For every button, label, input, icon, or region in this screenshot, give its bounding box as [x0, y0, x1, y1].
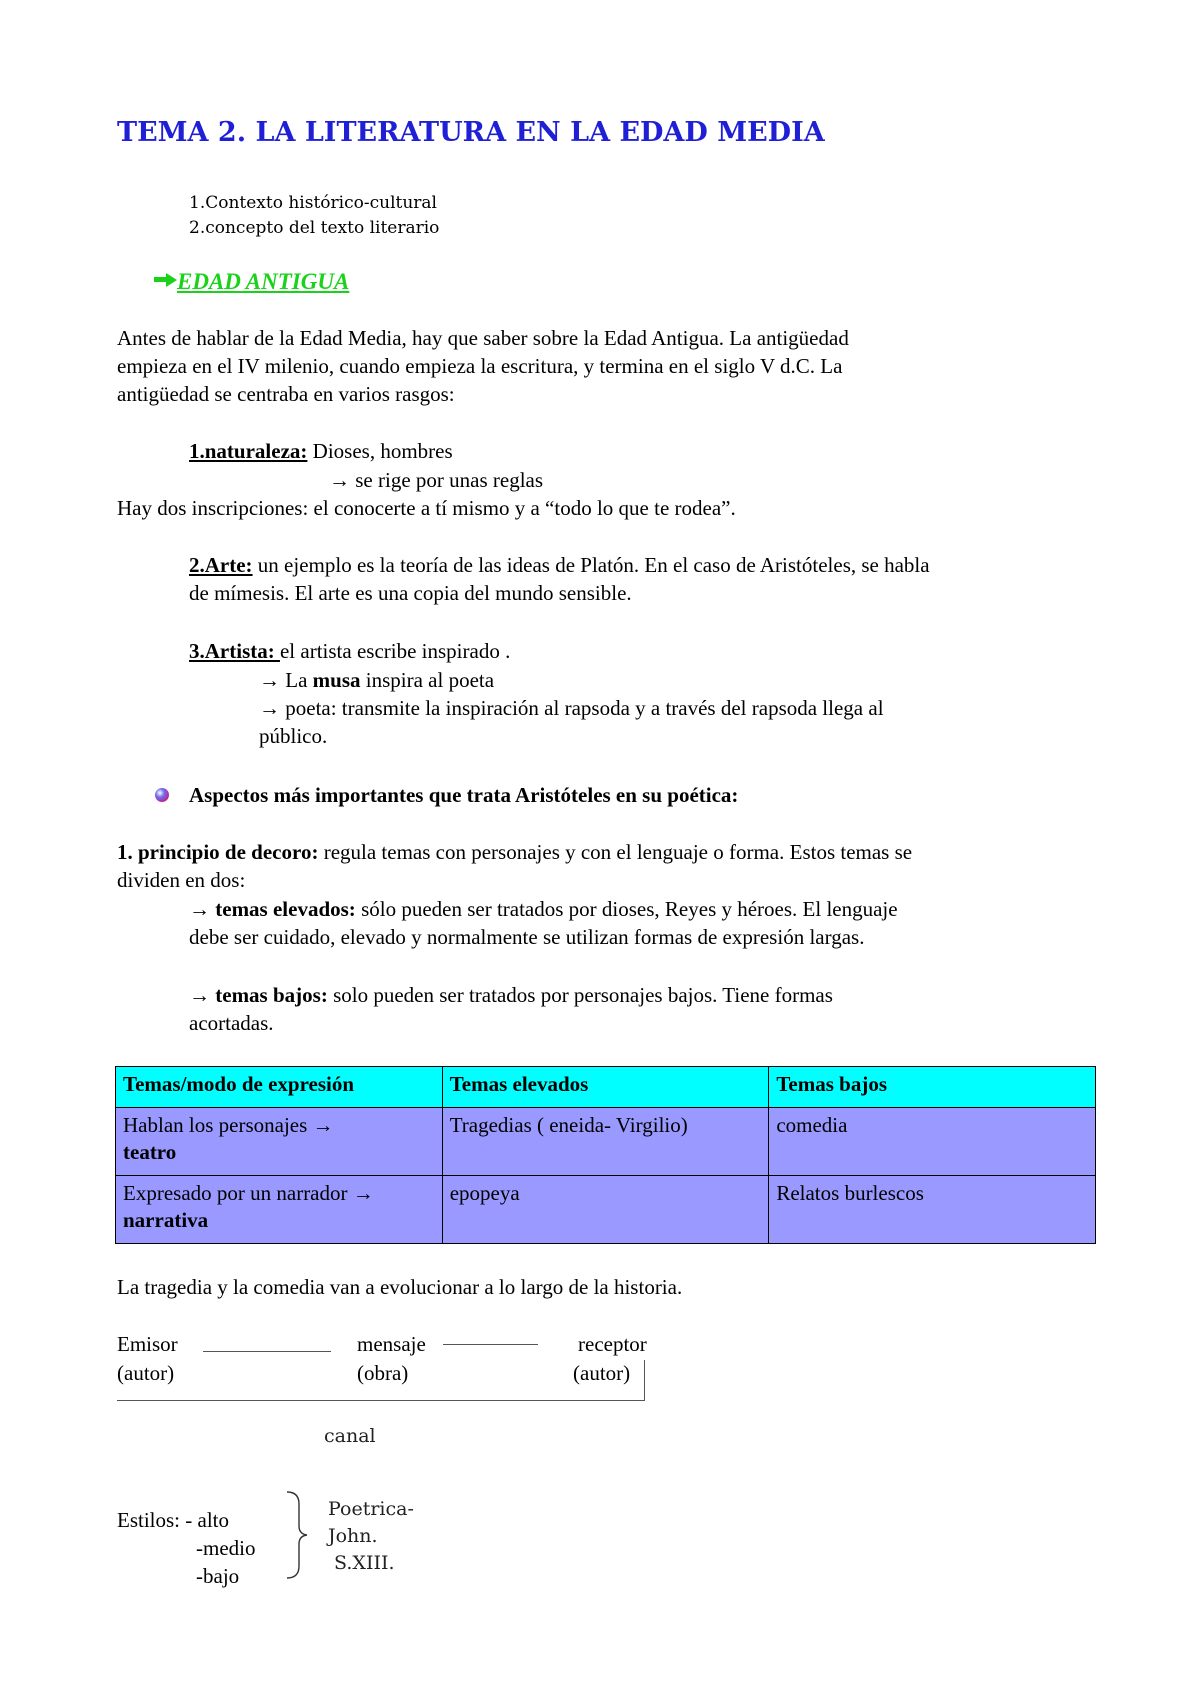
canal-label: canal — [324, 1425, 376, 1447]
emisor-sub: (autor) — [117, 1361, 175, 1385]
elevados-line-2: debe ser cuidado, elevado y normalmente se utilizan formas de expresión largas. — [189, 925, 865, 949]
estilos-note — [328, 1496, 414, 1577]
cell-line-bold: teatro — [123, 1140, 177, 1164]
table-cell: Tragedias ( eneida- Virgilio) — [442, 1108, 769, 1176]
emisor-label: Emisor — [117, 1332, 178, 1356]
cell-line: Expresado por un narrador → — [123, 1181, 374, 1205]
temas-table — [115, 1066, 1096, 1244]
mensaje-label: mensaje — [357, 1332, 426, 1356]
artista-text: el artista escribe inspirado . — [279, 639, 511, 663]
elevados-label: → temas elevados: — [189, 897, 356, 921]
artista-subs — [259, 666, 1109, 750]
cell-line: Hablan los personajes → — [123, 1113, 334, 1137]
emisor-connector-line — [203, 1351, 331, 1352]
arte-label: 2.Arte: — [189, 553, 253, 577]
bajos-line-1: solo pueden ser tratados por personajes bajos. Tiene formas — [327, 983, 833, 1007]
artista-sub1-post: inspira al poeta — [360, 668, 495, 692]
intro-line-1: Antes de hablar de la Edad Media, hay que saber sobre la Edad Antigua. La antigüedad — [117, 326, 849, 350]
temas-elevados — [189, 895, 1109, 951]
canal-connector-line — [117, 1400, 645, 1401]
artista-sub1-pre: La — [285, 668, 313, 692]
section-heading: EDAD ANTIGUA — [177, 269, 350, 294]
estilos-medio: -medio — [196, 1536, 256, 1560]
elevados-line-1: sólo pueden ser tratados por dioses, Reyes y héroes. El lenguaje — [355, 897, 898, 921]
table-header-row — [116, 1067, 1096, 1108]
naturaleza-text: Dioses, hombres — [307, 439, 453, 463]
index-item-2: 2.concepto del texto literario — [189, 218, 440, 238]
table-cell: epopeya — [442, 1176, 769, 1244]
right-brace-icon — [283, 1490, 309, 1584]
estilos-note-line: S.XIII. — [328, 1552, 395, 1574]
decoro-line-2: dividen en dos: — [117, 868, 246, 892]
receptor-sub: (autor) — [573, 1361, 631, 1385]
naturaleza-sub: → se rige por unas reglas — [329, 468, 544, 492]
estilos-bajo: -bajo — [196, 1564, 240, 1588]
aspectos-heading: Aspectos más importantes que trata Aristóteles en su poética: — [189, 783, 739, 807]
intro-line-3: antigüedad se centraba en varios rasgos: — [117, 382, 455, 406]
decoro-label: 1. principio de decoro: — [117, 840, 319, 864]
table-cell: Relatos burlescos — [769, 1176, 1096, 1244]
receptor-label: receptor — [578, 1332, 647, 1356]
index-item-1: 1.Contexto histórico-cultural — [189, 193, 437, 213]
artista-sub2: → poeta: transmite la inspiración al rapsoda y a través del rapsoda llega al — [259, 696, 884, 720]
arte-line-1: un ejemplo es la teoría de las ideas de Platón. En el caso de Aristóteles, se habla — [252, 553, 930, 577]
arrow-bullet-icon — [153, 272, 179, 292]
naturaleza-label: 1.naturaleza: — [189, 439, 308, 463]
arte-line-2: de mímesis. El arte es una copia del mundo sensible. — [189, 581, 632, 605]
table-cell — [116, 1176, 443, 1244]
table-row — [116, 1176, 1096, 1244]
artista-item — [189, 637, 1109, 665]
artista-sub3: público. — [259, 724, 328, 748]
naturaleza-note: Hay dos inscripciones: el conocerte a tí mismo y a “todo lo que te rodea”. — [117, 496, 736, 520]
bajos-label: → temas bajos: — [189, 983, 328, 1007]
canal-connector-vertical — [644, 1360, 645, 1400]
artista-label: 3.Artista: — [189, 639, 280, 663]
table-cell: comedia — [769, 1108, 1096, 1176]
intro-paragraph — [117, 324, 1107, 408]
estilos-label: Estilos: - alto — [117, 1508, 229, 1532]
table-header-cell: Temas bajos — [769, 1067, 1096, 1108]
page-title: TEMA 2. LA LITERATURA EN LA EDAD MEDIA — [117, 117, 825, 148]
cell-line-bold: narrativa — [123, 1208, 209, 1232]
table-header-cell: Temas elevados — [442, 1067, 769, 1108]
estilos-note-line: Poetrica- — [328, 1498, 414, 1520]
decoro-paragraph — [117, 838, 1107, 894]
bajos-line-2: acortadas. — [189, 1011, 274, 1035]
table-cell — [116, 1108, 443, 1176]
table-header-cell: Temas/modo de expresión — [116, 1067, 443, 1108]
artista-sub1-bold: musa — [312, 668, 361, 692]
mensaje-sub: (obra) — [357, 1361, 409, 1385]
mensaje-connector-line — [443, 1344, 538, 1345]
evolucion-text: La tragedia y la comedia van a evolucionar a lo largo de la historia. — [117, 1275, 683, 1299]
artista-sub1-arrow: → — [259, 668, 286, 692]
naturaleza-item — [189, 437, 1109, 465]
intro-line-2: empieza en el IV milenio, cuando empieza la escritura, y termina en el siglo V d.C. La — [117, 354, 843, 378]
arte-item — [189, 551, 1109, 607]
decoro-line-1: regula temas con personajes y con el lenguaje o forma. Estos temas se — [318, 840, 913, 864]
temas-bajos — [189, 981, 1109, 1037]
estilos-note-line: John. — [328, 1525, 378, 1547]
round-bullet-icon — [154, 787, 170, 807]
table-row — [116, 1108, 1096, 1176]
